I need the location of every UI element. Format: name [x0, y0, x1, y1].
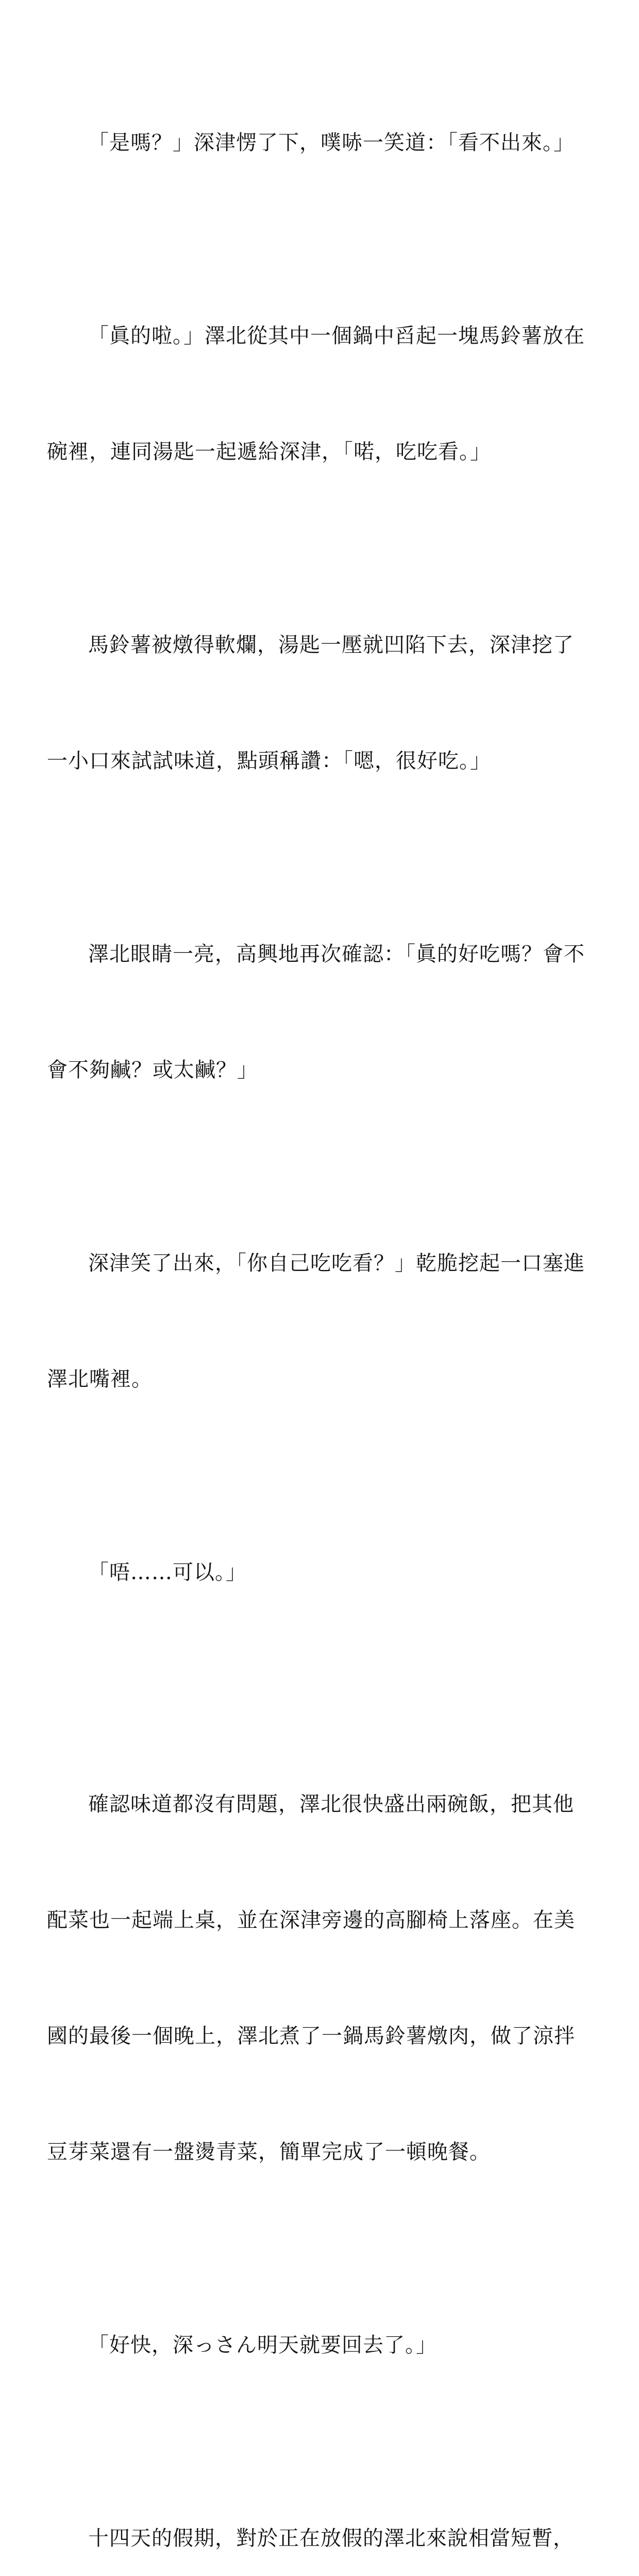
paragraph	[47, 1476, 598, 1669]
text-line: 會不夠鹹？或太鹹？」	[47, 1058, 258, 1082]
paragraph	[47, 1708, 598, 2249]
text-line: 「是嗎？」深津愣了下，噗哧一笑道：「看不出來。」	[88, 131, 575, 155]
paragraph	[47, 240, 598, 549]
text-line: 澤北眼睛一亮，高興地再次確認：「眞的好吃嗎？會不	[88, 942, 585, 966]
text-line: 十四天的假期，對於正在放假的澤北來說相當短暫，	[88, 2527, 574, 2550]
paragraph	[47, 2442, 598, 2576]
text-line: 深津笑了出來，「你自己吃吃看？」乾脆挖起一口塞進	[88, 1251, 585, 1275]
text-line: 豆芽菜還有一盤燙青菜，簡單完成了一頓晚餐。	[47, 2140, 491, 2164]
paragraph	[47, 549, 598, 858]
paragraph	[47, 858, 598, 1167]
text-line: 碗裡，連同湯匙一起遞給深津，「喏，吃吃看。」	[47, 440, 491, 464]
text-line: 「好快，深っさん明天就要回去了。」	[88, 2333, 437, 2357]
paragraph	[47, 1167, 598, 1476]
paragraph	[47, 2249, 598, 2442]
text-line: 配菜也一起端上桌，並在深津旁邊的高腳椅上落座。在美	[47, 1908, 575, 1932]
text-line: 澤北嘴裡。	[47, 1367, 153, 1391]
text-line: 「眞的啦。」澤北從其中一個鍋中舀起一塊馬鈴薯放在	[88, 324, 585, 348]
text-line: 「唔……可以。」	[88, 1561, 247, 1584]
text-line: 馬鈴薯被燉得軟爛，湯匙一壓就凹陷下去，深津挖了	[88, 633, 574, 657]
story-text	[47, 46, 598, 2576]
paragraph-gap	[47, 1669, 598, 1708]
text-line: 一小口來試試味道，點頭稱讚：「嗯，很好吃。」	[47, 749, 491, 773]
text-line: 確認味道都沒有問題，澤北很快盛出兩碗飯，把其他	[88, 1792, 574, 1816]
paragraph	[47, 46, 598, 240]
text-line: 國的最後一個晚上，澤北煮了一鍋馬鈴薯燉肉，做了涼拌	[47, 2024, 575, 2048]
